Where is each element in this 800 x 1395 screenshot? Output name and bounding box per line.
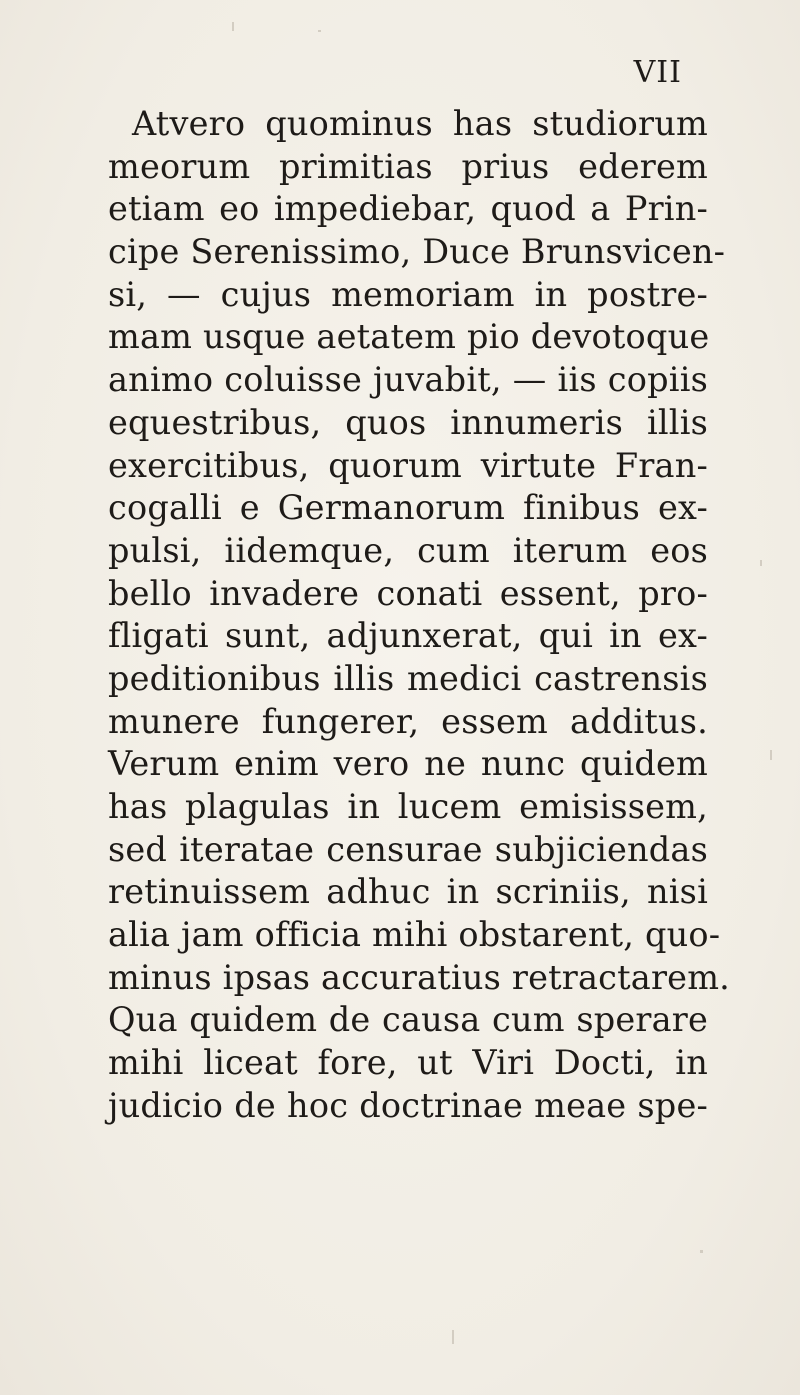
text-line: judicio de hoc doctrinae meae spe- bbox=[108, 1085, 708, 1125]
text-line: Atvero quominus has studiorum bbox=[132, 104, 708, 143]
text-line: Qua quidem de causa cum sperare bbox=[108, 1000, 708, 1040]
text-line: fligati sunt, adjunxerat, qui in ex- bbox=[108, 616, 708, 656]
text-line: exercitibus, quorum virtute Fran- bbox=[108, 445, 708, 485]
paper-speck bbox=[770, 750, 772, 760]
text-line: cogalli e Germanorum finibus ex- bbox=[108, 488, 708, 528]
text-line: munere fungerer, essem additus. bbox=[108, 701, 708, 741]
paper-speck bbox=[452, 1330, 454, 1344]
paragraph bbox=[108, 103, 731, 1128]
paper-speck bbox=[760, 560, 762, 566]
text-line: meorum primitias prius ederem bbox=[108, 146, 708, 186]
text-line: pulsi, iidemque, cum iterum eos bbox=[108, 530, 708, 570]
text-line: cipe Serenissimo, Duce Brunsvicen- bbox=[108, 232, 726, 272]
text-line: sed iteratae censurae subjiciendas bbox=[108, 829, 708, 869]
text-line: animo coluisse juvabit, — iis copiis bbox=[108, 360, 708, 400]
text-line: Verum enim vero ne nunc quidem bbox=[108, 744, 708, 784]
text-line: bello invadere conati essent, pro- bbox=[108, 573, 708, 613]
page-number: VII bbox=[633, 55, 682, 90]
text-line: retinuissem adhuc in scriniis, nisi bbox=[108, 872, 708, 912]
text-line: mihi liceat fore, ut Viri Docti, in bbox=[108, 1043, 708, 1083]
text-line: equestribus, quos innumeris illis bbox=[108, 402, 708, 442]
text-line: alia jam officia mihi obstarent, quo- bbox=[108, 915, 721, 955]
paper-speck bbox=[318, 30, 321, 32]
text-line: peditionibus illis medici castrensis bbox=[108, 658, 708, 698]
text-line: si, — cujus memoriam in postre- bbox=[108, 274, 708, 314]
text-line: mam usque aetatem pio devotoque bbox=[108, 317, 710, 357]
text-line: has plagulas in lucem emisissem, bbox=[108, 787, 708, 826]
paper-speck bbox=[232, 22, 234, 31]
text-line: minus ipsas accuratius retractarem. bbox=[108, 957, 731, 997]
paper-speck bbox=[700, 1250, 703, 1253]
text-line: etiam eo impediebar, quod a Prin- bbox=[108, 189, 708, 229]
